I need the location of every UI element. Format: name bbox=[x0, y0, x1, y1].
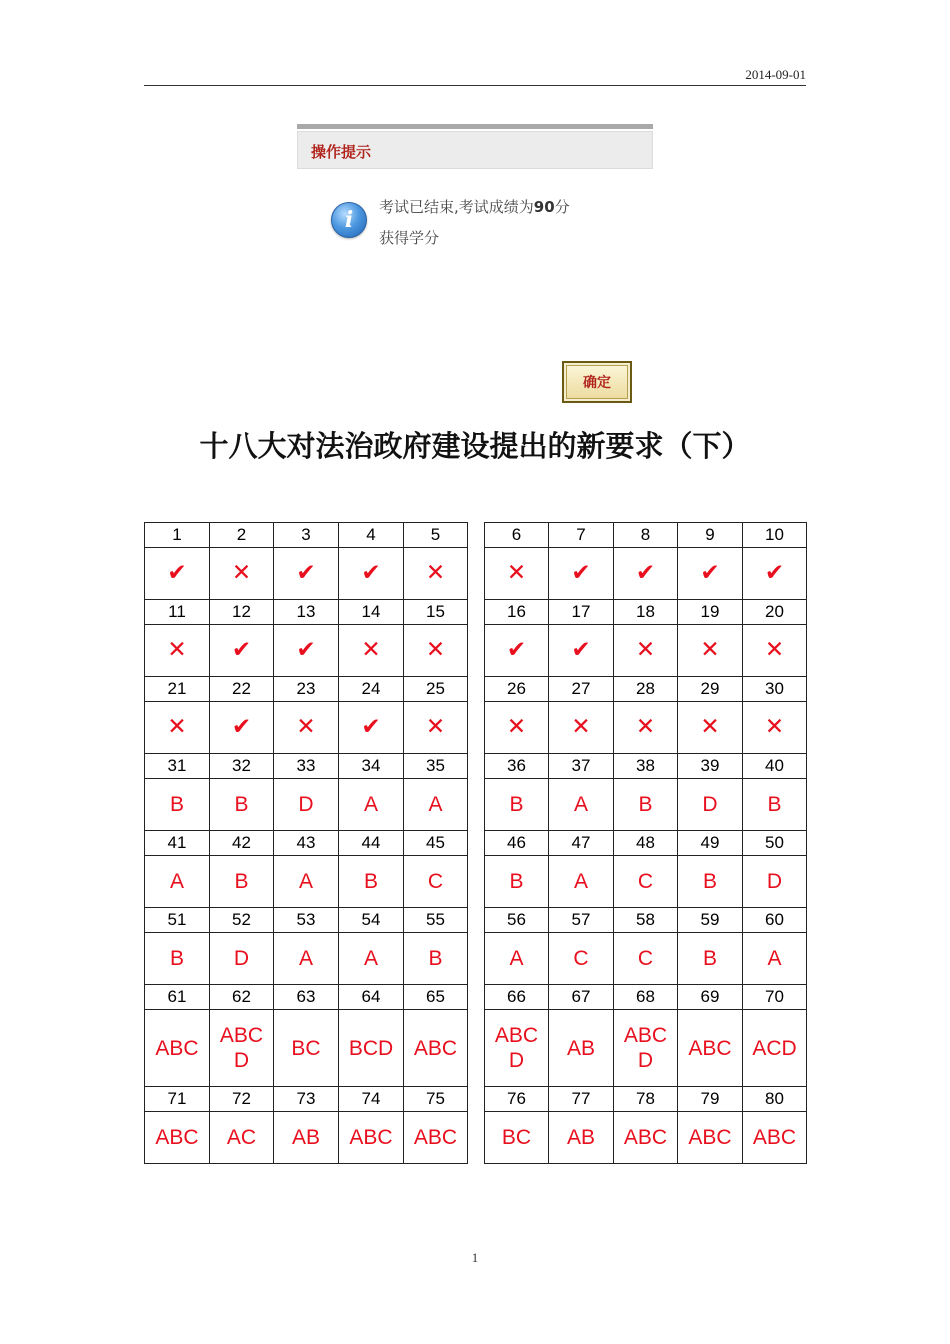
answer-cross-mark: ✕ bbox=[743, 625, 807, 677]
answer-choice: B bbox=[210, 856, 274, 908]
answer-row bbox=[485, 1112, 807, 1164]
answer-choice: BCD bbox=[339, 1010, 404, 1087]
answer-choice: ABC bbox=[678, 1112, 743, 1164]
message-prefix: 考试已结束,考试成绩为 bbox=[379, 198, 534, 216]
answer-check-mark: ✔ bbox=[485, 625, 549, 677]
question-number-row bbox=[485, 600, 807, 625]
answer-check-mark: ✔ bbox=[274, 625, 339, 677]
answer-choice: ACD bbox=[743, 1010, 807, 1087]
answer-row bbox=[485, 779, 807, 831]
answer-choice: A bbox=[339, 933, 404, 985]
info-icon: i bbox=[331, 202, 367, 238]
answer-choice: C bbox=[549, 933, 614, 985]
question-number: 62 bbox=[210, 985, 274, 1010]
question-number: 24 bbox=[339, 677, 404, 702]
question-number-row bbox=[485, 1087, 807, 1112]
question-number-row bbox=[145, 523, 468, 548]
question-number: 47 bbox=[549, 831, 614, 856]
answer-choice: C bbox=[614, 856, 678, 908]
answer-table-right bbox=[484, 522, 807, 1164]
answer-choice: A bbox=[339, 779, 404, 831]
answer-choice: ABC bbox=[678, 1010, 743, 1087]
question-number: 20 bbox=[743, 600, 807, 625]
question-number-row bbox=[485, 985, 807, 1010]
dialog-title-bar bbox=[297, 131, 653, 169]
question-number: 4 bbox=[339, 523, 404, 548]
answer-choice: B bbox=[210, 779, 274, 831]
question-number: 60 bbox=[743, 908, 807, 933]
question-number: 31 bbox=[145, 754, 210, 779]
question-number: 46 bbox=[485, 831, 549, 856]
question-number-row bbox=[145, 600, 468, 625]
question-number: 9 bbox=[678, 523, 743, 548]
question-number-row bbox=[485, 677, 807, 702]
answer-choice: ABC bbox=[404, 1112, 468, 1164]
question-number: 32 bbox=[210, 754, 274, 779]
question-number: 50 bbox=[743, 831, 807, 856]
question-number: 12 bbox=[210, 600, 274, 625]
question-number: 69 bbox=[678, 985, 743, 1010]
answer-choice: AB bbox=[274, 1112, 339, 1164]
answer-cross-mark: ✕ bbox=[339, 625, 404, 677]
question-number: 75 bbox=[404, 1087, 468, 1112]
answer-choice: A bbox=[549, 856, 614, 908]
question-number: 77 bbox=[549, 1087, 614, 1112]
answer-cross-mark: ✕ bbox=[404, 702, 468, 754]
question-number-row bbox=[485, 523, 807, 548]
question-number: 52 bbox=[210, 908, 274, 933]
exam-score: 90 bbox=[533, 198, 555, 216]
answer-row bbox=[145, 1010, 468, 1087]
question-number: 27 bbox=[549, 677, 614, 702]
answer-cross-mark: ✕ bbox=[678, 625, 743, 677]
question-number: 63 bbox=[274, 985, 339, 1010]
question-number: 70 bbox=[743, 985, 807, 1010]
question-number-row bbox=[485, 754, 807, 779]
question-number: 44 bbox=[339, 831, 404, 856]
question-number: 11 bbox=[145, 600, 210, 625]
answer-choice: AB bbox=[549, 1112, 614, 1164]
question-number: 68 bbox=[614, 985, 678, 1010]
answer-choice: B bbox=[678, 856, 743, 908]
question-number: 33 bbox=[274, 754, 339, 779]
question-number: 51 bbox=[145, 908, 210, 933]
question-number: 28 bbox=[614, 677, 678, 702]
question-number-row bbox=[145, 677, 468, 702]
answer-row bbox=[145, 779, 468, 831]
answer-choice: A bbox=[485, 933, 549, 985]
question-number-row bbox=[485, 831, 807, 856]
answer-choice: B bbox=[145, 933, 210, 985]
message-suffix: 分 bbox=[554, 198, 570, 216]
answer-choice: A bbox=[743, 933, 807, 985]
question-number: 45 bbox=[404, 831, 468, 856]
answer-check-mark: ✔ bbox=[274, 548, 339, 600]
answer-cross-mark: ✕ bbox=[145, 702, 210, 754]
answer-row bbox=[145, 702, 468, 754]
answer-cross-mark: ✕ bbox=[485, 548, 549, 600]
answer-choice: D bbox=[678, 779, 743, 831]
confirm-button[interactable] bbox=[562, 361, 632, 403]
question-number: 16 bbox=[485, 600, 549, 625]
dialog-message bbox=[379, 196, 570, 217]
answer-cross-mark: ✕ bbox=[145, 625, 210, 677]
question-number: 43 bbox=[274, 831, 339, 856]
answer-choice: A bbox=[274, 933, 339, 985]
question-number-row bbox=[145, 1087, 468, 1112]
answer-choice: B bbox=[485, 779, 549, 831]
answer-choice: D bbox=[210, 933, 274, 985]
dialog-title: 操作提示 bbox=[311, 143, 372, 161]
question-number: 7 bbox=[549, 523, 614, 548]
answer-check-mark: ✔ bbox=[743, 548, 807, 600]
question-number: 71 bbox=[145, 1087, 210, 1112]
answer-check-mark: ✔ bbox=[145, 548, 210, 600]
answer-check-mark: ✔ bbox=[549, 625, 614, 677]
question-number: 41 bbox=[145, 831, 210, 856]
answer-choice: B bbox=[614, 779, 678, 831]
answer-check-mark: ✔ bbox=[549, 548, 614, 600]
answer-row bbox=[145, 933, 468, 985]
question-number: 40 bbox=[743, 754, 807, 779]
question-number: 8 bbox=[614, 523, 678, 548]
question-number: 35 bbox=[404, 754, 468, 779]
question-number: 72 bbox=[210, 1087, 274, 1112]
answer-cross-mark: ✕ bbox=[404, 548, 468, 600]
answer-choice: AC bbox=[210, 1112, 274, 1164]
answer-check-mark: ✔ bbox=[210, 702, 274, 754]
answer-choice: B bbox=[485, 856, 549, 908]
answer-row bbox=[485, 702, 807, 754]
answer-cross-mark: ✕ bbox=[743, 702, 807, 754]
question-number: 59 bbox=[678, 908, 743, 933]
question-number: 13 bbox=[274, 600, 339, 625]
question-number: 10 bbox=[743, 523, 807, 548]
question-number: 55 bbox=[404, 908, 468, 933]
answer-row bbox=[485, 933, 807, 985]
question-number: 49 bbox=[678, 831, 743, 856]
answer-choice: A bbox=[404, 779, 468, 831]
question-number: 15 bbox=[404, 600, 468, 625]
question-number-row bbox=[145, 908, 468, 933]
answer-cross-mark: ✕ bbox=[210, 548, 274, 600]
question-number: 17 bbox=[549, 600, 614, 625]
question-number: 80 bbox=[743, 1087, 807, 1112]
question-number: 56 bbox=[485, 908, 549, 933]
answer-cross-mark: ✕ bbox=[614, 625, 678, 677]
question-number: 3 bbox=[274, 523, 339, 548]
question-number: 74 bbox=[339, 1087, 404, 1112]
answer-table-left bbox=[144, 522, 468, 1164]
answer-choice: BC bbox=[485, 1112, 549, 1164]
dialog-message-credits: 获得学分 bbox=[379, 229, 440, 247]
answer-choice: A bbox=[274, 856, 339, 908]
question-number: 78 bbox=[614, 1087, 678, 1112]
question-number-row bbox=[145, 754, 468, 779]
question-number: 65 bbox=[404, 985, 468, 1010]
answer-choice: ABC bbox=[339, 1112, 404, 1164]
question-number: 23 bbox=[274, 677, 339, 702]
answer-row bbox=[145, 625, 468, 677]
question-number: 29 bbox=[678, 677, 743, 702]
answer-cross-mark: ✕ bbox=[274, 702, 339, 754]
answer-choice: B bbox=[678, 933, 743, 985]
question-number: 26 bbox=[485, 677, 549, 702]
answer-choice: ABC bbox=[743, 1112, 807, 1164]
question-number: 76 bbox=[485, 1087, 549, 1112]
answer-choice: A bbox=[549, 779, 614, 831]
question-number: 64 bbox=[339, 985, 404, 1010]
answer-choice: B bbox=[145, 779, 210, 831]
question-number: 53 bbox=[274, 908, 339, 933]
answer-choice: ABC D bbox=[210, 1010, 274, 1087]
answer-row bbox=[485, 856, 807, 908]
question-number: 58 bbox=[614, 908, 678, 933]
question-number: 73 bbox=[274, 1087, 339, 1112]
answer-check-mark: ✔ bbox=[678, 548, 743, 600]
confirm-button-label[interactable]: 确定 bbox=[566, 365, 628, 399]
answer-row bbox=[145, 548, 468, 600]
answer-choice: ABC D bbox=[485, 1010, 549, 1087]
question-number: 48 bbox=[614, 831, 678, 856]
question-number: 34 bbox=[339, 754, 404, 779]
question-number: 30 bbox=[743, 677, 807, 702]
answer-cross-mark: ✕ bbox=[614, 702, 678, 754]
question-number: 57 bbox=[549, 908, 614, 933]
answer-choice: C bbox=[614, 933, 678, 985]
answer-choice: C bbox=[404, 856, 468, 908]
answer-choice: B bbox=[743, 779, 807, 831]
question-number: 6 bbox=[485, 523, 549, 548]
answer-choice: ABC bbox=[145, 1010, 210, 1087]
page-number: 1 bbox=[471, 1250, 479, 1265]
question-number: 61 bbox=[145, 985, 210, 1010]
dialog-top-bar bbox=[297, 124, 653, 129]
question-number-row bbox=[485, 908, 807, 933]
question-number: 19 bbox=[678, 600, 743, 625]
question-number-row bbox=[145, 831, 468, 856]
question-number: 79 bbox=[678, 1087, 743, 1112]
question-number: 54 bbox=[339, 908, 404, 933]
question-number: 5 bbox=[404, 523, 468, 548]
answer-cross-mark: ✕ bbox=[549, 702, 614, 754]
question-number: 1 bbox=[145, 523, 210, 548]
answer-check-mark: ✔ bbox=[614, 548, 678, 600]
question-number: 39 bbox=[678, 754, 743, 779]
answer-check-mark: ✔ bbox=[210, 625, 274, 677]
question-number: 42 bbox=[210, 831, 274, 856]
answer-choice: B bbox=[404, 933, 468, 985]
question-number: 37 bbox=[549, 754, 614, 779]
question-number: 21 bbox=[145, 677, 210, 702]
answer-choice: ABC bbox=[614, 1112, 678, 1164]
answer-check-mark: ✔ bbox=[339, 702, 404, 754]
header-date: 2014-09-01 bbox=[745, 67, 806, 82]
answer-choice: ABC bbox=[145, 1112, 210, 1164]
question-number: 67 bbox=[549, 985, 614, 1010]
question-number: 14 bbox=[339, 600, 404, 625]
answer-row bbox=[145, 856, 468, 908]
answer-cross-mark: ✕ bbox=[678, 702, 743, 754]
answer-choice: AB bbox=[549, 1010, 614, 1087]
answer-cross-mark: ✕ bbox=[404, 625, 468, 677]
question-number: 2 bbox=[210, 523, 274, 548]
answer-row bbox=[485, 548, 807, 600]
question-number: 66 bbox=[485, 985, 549, 1010]
answer-row bbox=[485, 625, 807, 677]
answer-choice: A bbox=[145, 856, 210, 908]
question-number: 36 bbox=[485, 754, 549, 779]
question-number-row bbox=[145, 985, 468, 1010]
page-title: 十八大对法治政府建设提出的新要求（下） bbox=[199, 429, 751, 463]
answer-choice: ABC D bbox=[614, 1010, 678, 1087]
question-number: 38 bbox=[614, 754, 678, 779]
answer-cross-mark: ✕ bbox=[485, 702, 549, 754]
question-number: 25 bbox=[404, 677, 468, 702]
answer-choice: BC bbox=[274, 1010, 339, 1087]
question-number: 18 bbox=[614, 600, 678, 625]
answer-row bbox=[485, 1010, 807, 1087]
answer-choice: D bbox=[274, 779, 339, 831]
answer-row bbox=[145, 1112, 468, 1164]
answer-choice: B bbox=[339, 856, 404, 908]
header-divider bbox=[144, 85, 806, 86]
answer-check-mark: ✔ bbox=[339, 548, 404, 600]
question-number: 22 bbox=[210, 677, 274, 702]
answer-choice: ABC bbox=[404, 1010, 468, 1087]
answer-choice: D bbox=[743, 856, 807, 908]
